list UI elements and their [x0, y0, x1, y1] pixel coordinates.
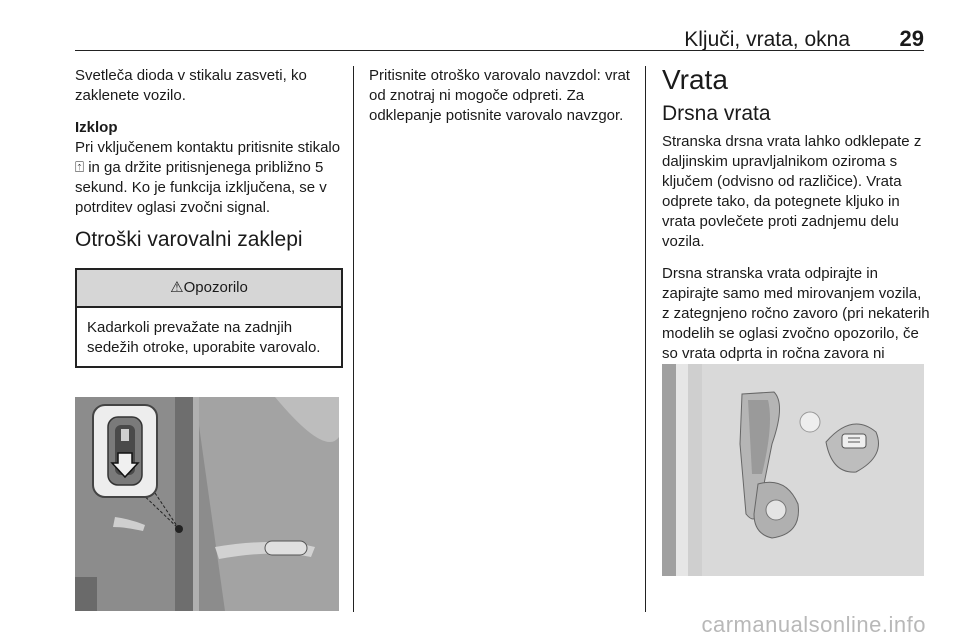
warning-icon: ⚠ — [170, 279, 184, 296]
section-title: Otroški varovalni zaklepi — [75, 228, 303, 251]
warning-box — [75, 268, 343, 368]
middle-column — [369, 66, 639, 138]
sliding-door-paragraph-1: Stranska drsna vrata lahko odklepate z daljinskim upravljalnikom oziroma s ključem (odvisno od različice). Vrata odprete tako, da potegnete kljuko in vrata povlečete proti zadnjemu delu vozila. — [662, 133, 922, 250]
warning-title: Opozorilo — [183, 279, 248, 296]
subsection-title-drsna-vrata: Drsna vrata — [662, 102, 771, 125]
header-title: Ključi, vrata, okna — [684, 28, 850, 51]
izklop-text-after: in ga držite pritisnjenega približno 5 sekund. Ko je funkcija izključena, se v potrditev oglasi zvočni signal. — [75, 159, 327, 216]
sliding-door-handle-illustration — [662, 364, 924, 576]
child-lock-instructions: Pritisnite otroško varovalo navzdol: vrat od znotraj ni mogoče odpreti. Za odklepanje potisnite varovalo navzgor. — [369, 67, 630, 124]
warning-header — [77, 270, 341, 308]
sliding-door-paragraph-2: Drsna stranska vrata odpirajte in zapirajte samo med mirovanjem vozila, z zategnjeno ročno zavoro (pri nekaterih modelih se oglasi zvočno opozorilo, če so vrata odprta in ročna zavora ni — [662, 265, 930, 362]
header-rule — [75, 50, 924, 51]
column-divider — [353, 66, 354, 612]
child-lock-illustration — [75, 397, 339, 611]
warning-text: Kadarkoli prevažate na zadnjih sedežih otroke, uporabite varovalo. — [87, 319, 321, 356]
lock-switch-icon: ⍐ — [75, 159, 85, 176]
izklop-paragraph — [75, 138, 343, 218]
left-column — [75, 66, 343, 368]
izklop-text-before: Pri vključenem kontaktu pritisnite stikalo — [75, 139, 341, 156]
watermark: carmanualsonline.info — [701, 612, 926, 637]
page-number: 29 — [899, 26, 924, 51]
section-title-vrata: Vrata — [662, 64, 728, 95]
right-column — [662, 66, 932, 396]
subheading-izklop: Izklop — [75, 119, 118, 136]
intro-paragraph: Svetleča dioda v stikalu zasveti, ko zaklenete vozilo. — [75, 67, 307, 104]
column-divider — [645, 66, 646, 612]
